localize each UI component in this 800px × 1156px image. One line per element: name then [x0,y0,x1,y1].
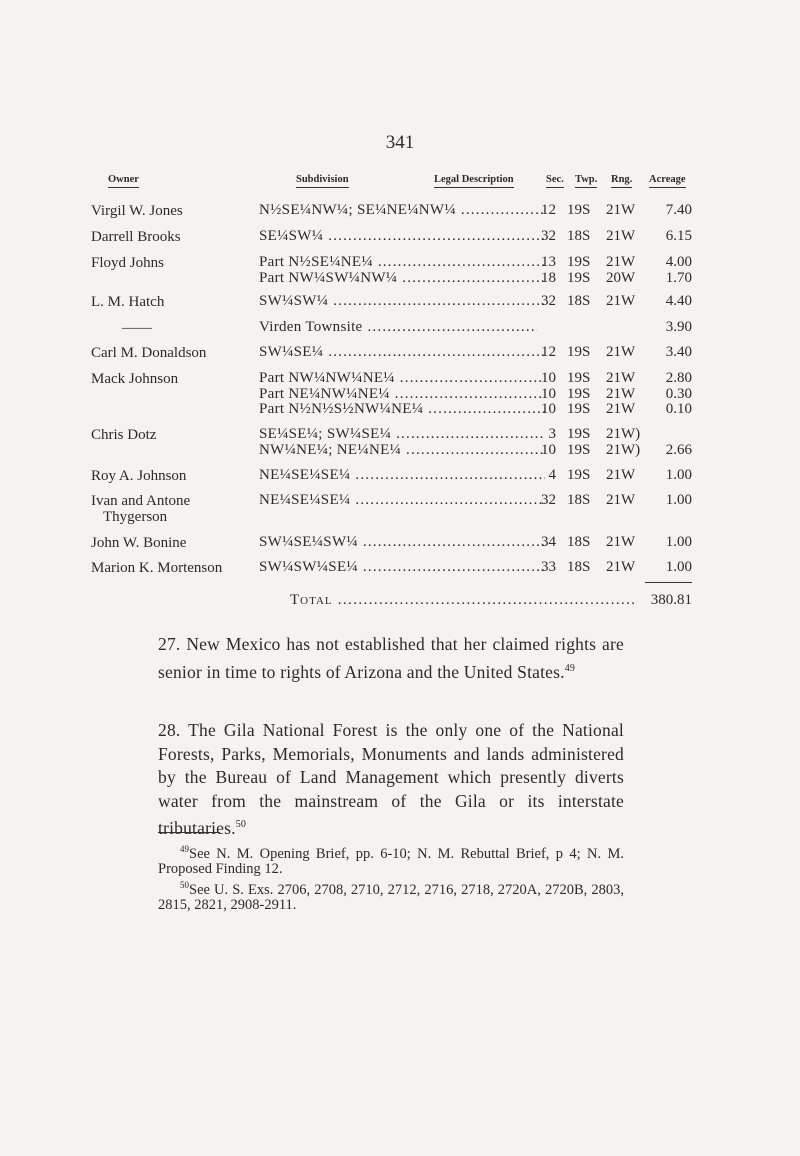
legal-description-text: N½SE¼NW¼; SE¼NE¼NW¼ [259,203,456,218]
legal-description-text: SW¼SE¼SW¼ [259,535,358,550]
legal-description [259,271,545,286]
total-value: 380.81 [650,592,692,608]
paragraph-28-text: 28. The Gila National Forest is the only one of the National Forests, Parks, Memorials, Monuments and lands administered by the Bureau of Land Management which presently diverts water from the mainstream of the Gila or its interstate tributaries. [158,720,624,838]
owner-name: Darrell Brooks [91,229,181,245]
owner-name: L. M. Hatch [91,294,165,310]
acreage-value: 1.00 [665,492,692,508]
legal-description-text: Part NW¼NW¼NE¼ [259,371,395,386]
acreage-value: 3.90 [665,319,692,335]
legal-description-text: Part N½SE¼NE¼ [259,255,373,270]
section-number: 33 [541,559,556,575]
leader-dots [395,371,545,386]
acreage-value: 1.00 [665,559,692,575]
township: 19S [567,344,591,360]
legal-description [259,402,545,417]
footnote-ref-50: 50 [235,819,247,830]
owner-name: Virgil W. Jones [91,203,183,219]
legal-description-text: SW¼SW¼SE¼ [259,560,358,575]
range: 21W [606,228,636,244]
table-header-sec: Sec. [546,174,564,188]
range: 21W [606,559,636,575]
legal-description-line [0,255,800,270]
acreage-value: 0.10 [665,401,692,417]
acreage-value: 1.00 [665,467,692,483]
legal-description-text: SW¼SE¼ [259,345,324,360]
range: 21W) [606,426,641,442]
township: 18S [567,228,591,244]
township: 18S [567,492,591,508]
township: 19S [567,441,591,458]
legal-description [259,345,545,360]
legal-description [259,387,545,402]
footnote-mark: 49 [180,844,189,854]
legal-description [259,443,545,458]
paragraph-28 [158,719,624,840]
owner-name: —— [122,320,152,336]
section-number: 4 [548,467,556,483]
section-number: 13 [541,254,556,270]
acreage-value: 1.00 [665,534,692,550]
legal-description-line [0,535,800,550]
footnote-49 [158,842,624,878]
legal-description-line [0,371,800,386]
paragraph-27-text: 27. New Mexico has not established that her claimed rights are senior in time to rights of Arizona and the United States. [158,634,624,682]
leader-dots [373,255,545,270]
owner-name: Carl M. Donaldson [91,345,207,361]
section-number: 10 [541,401,556,417]
range: 21W [606,293,636,309]
section-number: 18 [541,269,556,286]
footnote-rule [158,832,220,833]
leader-dots [358,560,545,575]
acreage-value: 1.70 [665,269,692,286]
table-header-acreage: Acreage [649,174,686,188]
owner-name: Marion K. Mortenson [91,560,223,576]
footnote-ref-49: 49 [564,662,576,674]
total-rule [645,582,692,583]
leader-dots [401,443,545,458]
legal-description-line [0,229,800,244]
legal-description-line [0,468,800,483]
township: 19S [567,254,591,270]
footnote-text: See U. S. Exs. 2706, 2708, 2710, 2712, 2716, 2718, 2720A, 2720B, 2803, 2815, 2821, 2908-2911. [158,881,624,914]
legal-description-text: SE¼SE¼; SW¼SE¼ [259,427,392,442]
owner-name: Chris Dotz [91,427,157,443]
legal-description-line [0,427,800,442]
leader-dots [350,493,545,508]
legal-description-line [0,271,800,286]
owner-name-line: Thygerson [103,509,168,525]
range: 21W [606,467,636,483]
legal-description-line [0,443,800,458]
legal-description-line [0,320,800,335]
acreage-value: 0.30 [665,385,692,402]
leader-dots [390,387,545,402]
township: 19S [567,370,591,386]
acreage-value: 2.80 [665,370,692,386]
table-header-legal-description: Legal Description [434,174,514,188]
owner-name: Mack Johnson [91,371,179,387]
section-number: 10 [541,441,556,458]
leader-dots [397,271,545,286]
range: 21W [606,344,636,360]
total-label [290,592,635,609]
range: 21W) [606,441,641,458]
range: 21W [606,254,636,270]
legal-description [259,427,545,442]
section-number: 12 [541,344,556,360]
range: 21W [606,385,636,402]
township: 19S [567,385,591,402]
footnote-50 [158,878,624,914]
section-number: 10 [541,370,556,386]
legal-description-text: Part NE¼NW¼NE¼ [259,386,390,402]
legal-description-line [0,203,800,218]
legal-description-line [0,493,800,508]
township: 19S [567,269,591,286]
range: 21W [606,492,636,508]
section-number: 32 [541,228,556,244]
leader-dots [328,294,545,309]
range: 21W [606,370,636,386]
acreage-value: 2.66 [665,441,692,458]
legal-description [259,203,545,218]
legal-description-text: SW¼SW¼ [259,294,329,309]
table-header-subdivision: Subdivision [296,174,349,188]
footnotes [158,842,624,914]
legal-description-line [0,560,800,575]
leader-dots [423,402,545,417]
leader-dots [363,320,537,335]
township: 19S [567,401,591,417]
legal-description-line [0,294,800,309]
owner-name: Roy A. Johnson [91,468,187,484]
legal-description [259,371,545,386]
leader-dots [323,229,545,244]
range: 20W [606,269,636,286]
legal-description-line [0,387,800,402]
leader-dots [350,468,545,483]
acreage-value: 4.40 [665,293,692,309]
township: 18S [567,534,591,550]
legal-description [259,468,545,483]
table-header-owner: Owner [108,174,139,188]
section-number: 3 [548,426,556,442]
acreage-value: 6.15 [665,228,692,244]
township: 19S [567,202,591,218]
legal-description-text: NE¼SE¼SE¼ [259,493,351,508]
leader-dots [323,345,545,360]
acreage-value: 7.40 [665,202,692,218]
legal-description-line [0,402,800,417]
township: 18S [567,293,591,309]
footnote-text: See N. M. Opening Brief, pp. 6-10; N. M. Rebuttal Brief, p 4; N. M. Proposed Finding 12. [158,845,624,878]
table-header-rng: Rng. [611,174,632,188]
legal-description [259,535,545,550]
legal-description-text: Part NW¼SW¼NW¼ [259,270,398,286]
owner-name: John W. Bonine [91,535,187,551]
footnote-mark: 50 [180,879,189,890]
total-label-text: Total [290,592,333,608]
leader-dots [391,427,545,442]
range: 21W [606,202,636,218]
range: 21W [606,401,636,417]
table-header-twp: Twp. [575,174,597,188]
legal-description [259,229,545,244]
range: 21W [606,534,636,550]
section-number: 32 [541,492,556,508]
township: 18S [567,559,591,575]
owner-name: Floyd Johns [91,255,164,271]
acreage-value: 4.00 [665,254,692,270]
legal-description [259,255,545,270]
owner-name-line: Ivan and Antone [91,493,191,509]
leader-dots [456,203,545,218]
legal-description-text: SE¼SW¼ [259,229,324,244]
legal-description [259,320,537,335]
acreage-value: 3.40 [665,344,692,360]
legal-description [259,294,545,309]
legal-description-line [0,345,800,360]
legal-description-text: Part N½N½S½NW¼NE¼ [259,402,424,417]
section-number: 32 [541,293,556,309]
section-number: 12 [541,202,556,218]
township: 19S [567,426,591,442]
section-number: 34 [541,534,556,550]
leader-dots [358,535,545,550]
paragraph-27 [158,633,624,684]
legal-description-text: Virden Townsite [259,320,363,335]
legal-description [259,560,545,575]
legal-description-text: NW¼NE¼; NE¼NE¼ [259,442,402,458]
section-number: 10 [541,385,556,402]
legal-description [259,493,545,508]
page-number: 341 [385,132,415,153]
legal-description-text: NE¼SE¼SE¼ [259,468,351,483]
township: 19S [567,467,591,483]
